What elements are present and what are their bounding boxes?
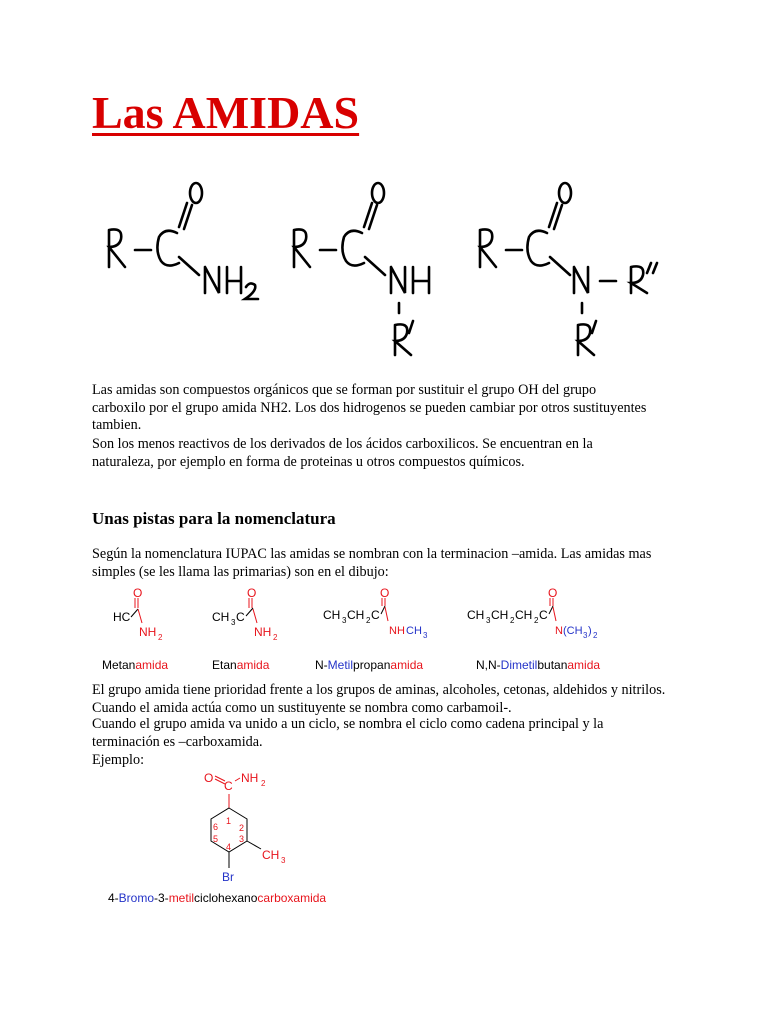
carbon-label: C [224,779,233,793]
intro-paragraph-2: Son los menos reactivos de los derivados de los ácidos carboxilicos. Se encuentran en la naturaleza, por ejemplo en forma de proteinas u otros compuestos químicos. [92,436,593,470]
svg-text:1: 1 [226,816,232,826]
ring-example-name: 4-Bromo-3-metilciclohexanocarboxamida [108,891,327,905]
svg-text:3: 3 [486,616,491,625]
svg-text:C: C [371,608,380,622]
svg-text:O: O [548,588,558,600]
svg-text:2: 2 [273,633,278,642]
iupac-paragraph: Según la nomenclatura IUPAC las amidas se nombran con la terminacion –amida. Las amidas mas simples (se les llama las primarias) son en el dibujo: [92,546,652,580]
priority-paragraph: El grupo amida tiene prioridad frente a los grupos de aminas, alcoholes, cetonas, aldehidos y nitrilos. Cuando el amida actúa como un sustituyente se nombra como carbamoil-. [92,682,666,716]
svg-text:3: 3 [239,834,245,844]
etanamida-structure [212,588,278,642]
svg-text:O: O [380,588,390,600]
svg-text:3: 3 [281,856,286,865]
svg-text:3: 3 [423,631,428,640]
section-heading: Unas pistas para la nomenclatura [92,509,336,528]
svg-text:O: O [133,588,143,600]
svg-text:2: 2 [593,631,598,640]
svg-text:CH: CH [212,610,230,624]
svg-text:4: 4 [226,842,232,852]
methyl-label: CH [262,848,280,862]
svg-text:2: 2 [261,779,266,788]
svg-text:2: 2 [158,633,163,642]
svg-text:CH: CH [515,608,533,622]
name-dimetilbutanamida: N,N-Dimetilbutanamida [476,658,601,672]
svg-text:6: 6 [213,822,219,832]
svg-text:CH: CH [491,608,509,622]
svg-text:2: 2 [510,616,515,625]
simple-amides-drawing [95,588,625,650]
svg-text:CH: CH [467,608,485,622]
svg-text:(CH: (CH [563,625,583,637]
svg-text:CH: CH [323,608,341,622]
amine-label: NH [241,771,259,785]
page-title: Las AMIDAS [92,87,360,138]
svg-text:3: 3 [583,631,588,640]
svg-text:5: 5 [213,834,219,844]
name-metanamida: Metanamida [102,658,169,672]
name-etanamida: Etanamida [212,658,270,672]
svg-text:2: 2 [239,823,245,833]
formula-right: NH [139,625,157,639]
svg-text:NH: NH [389,625,405,637]
svg-text:CH: CH [406,625,422,637]
metanamida-structure [113,588,163,642]
amide-structures-drawing [95,175,675,365]
intro-paragraph-1: Las amidas son compuestos orgánicos que se forman por sustituir el grupo OH del grupo carboxilo por el grupo amida NH2. Los dos hidrogenos se pueden cambiar por otros sustituyentes tambien. [92,382,647,433]
formula-left: HC [113,610,131,624]
name-metilpropanamida: N-Metilpropanamida [315,658,424,672]
svg-text:N: N [555,625,563,637]
svg-text:CH: CH [347,608,365,622]
svg-text:O: O [247,588,257,600]
ejemplo-label: Ejemplo: [92,752,145,768]
svg-text:2: 2 [534,616,539,625]
svg-text:2: 2 [366,616,371,625]
oxygen-label: O [204,771,214,785]
bromo-label: Br [222,870,234,884]
metilpropanamida-structure [323,588,428,640]
svg-text:): ) [588,625,592,637]
tertiary-amide-structure [480,183,657,355]
carboxamide-ring-drawing [195,768,305,888]
ring-paragraph: Cuando el grupo amida va unido a un ciclo, se nombra el ciclo como cadena principal y la terminación es –carboxamida. [92,716,604,750]
svg-text:C: C [539,608,548,622]
svg-text:3: 3 [342,616,347,625]
svg-text:NH: NH [254,625,272,639]
svg-text:3: 3 [231,618,236,627]
dimetilbutanamida-structure [467,588,598,640]
secondary-amide-structure [294,183,429,355]
primary-amide-structure [109,183,258,299]
svg-text:C: C [236,610,245,624]
